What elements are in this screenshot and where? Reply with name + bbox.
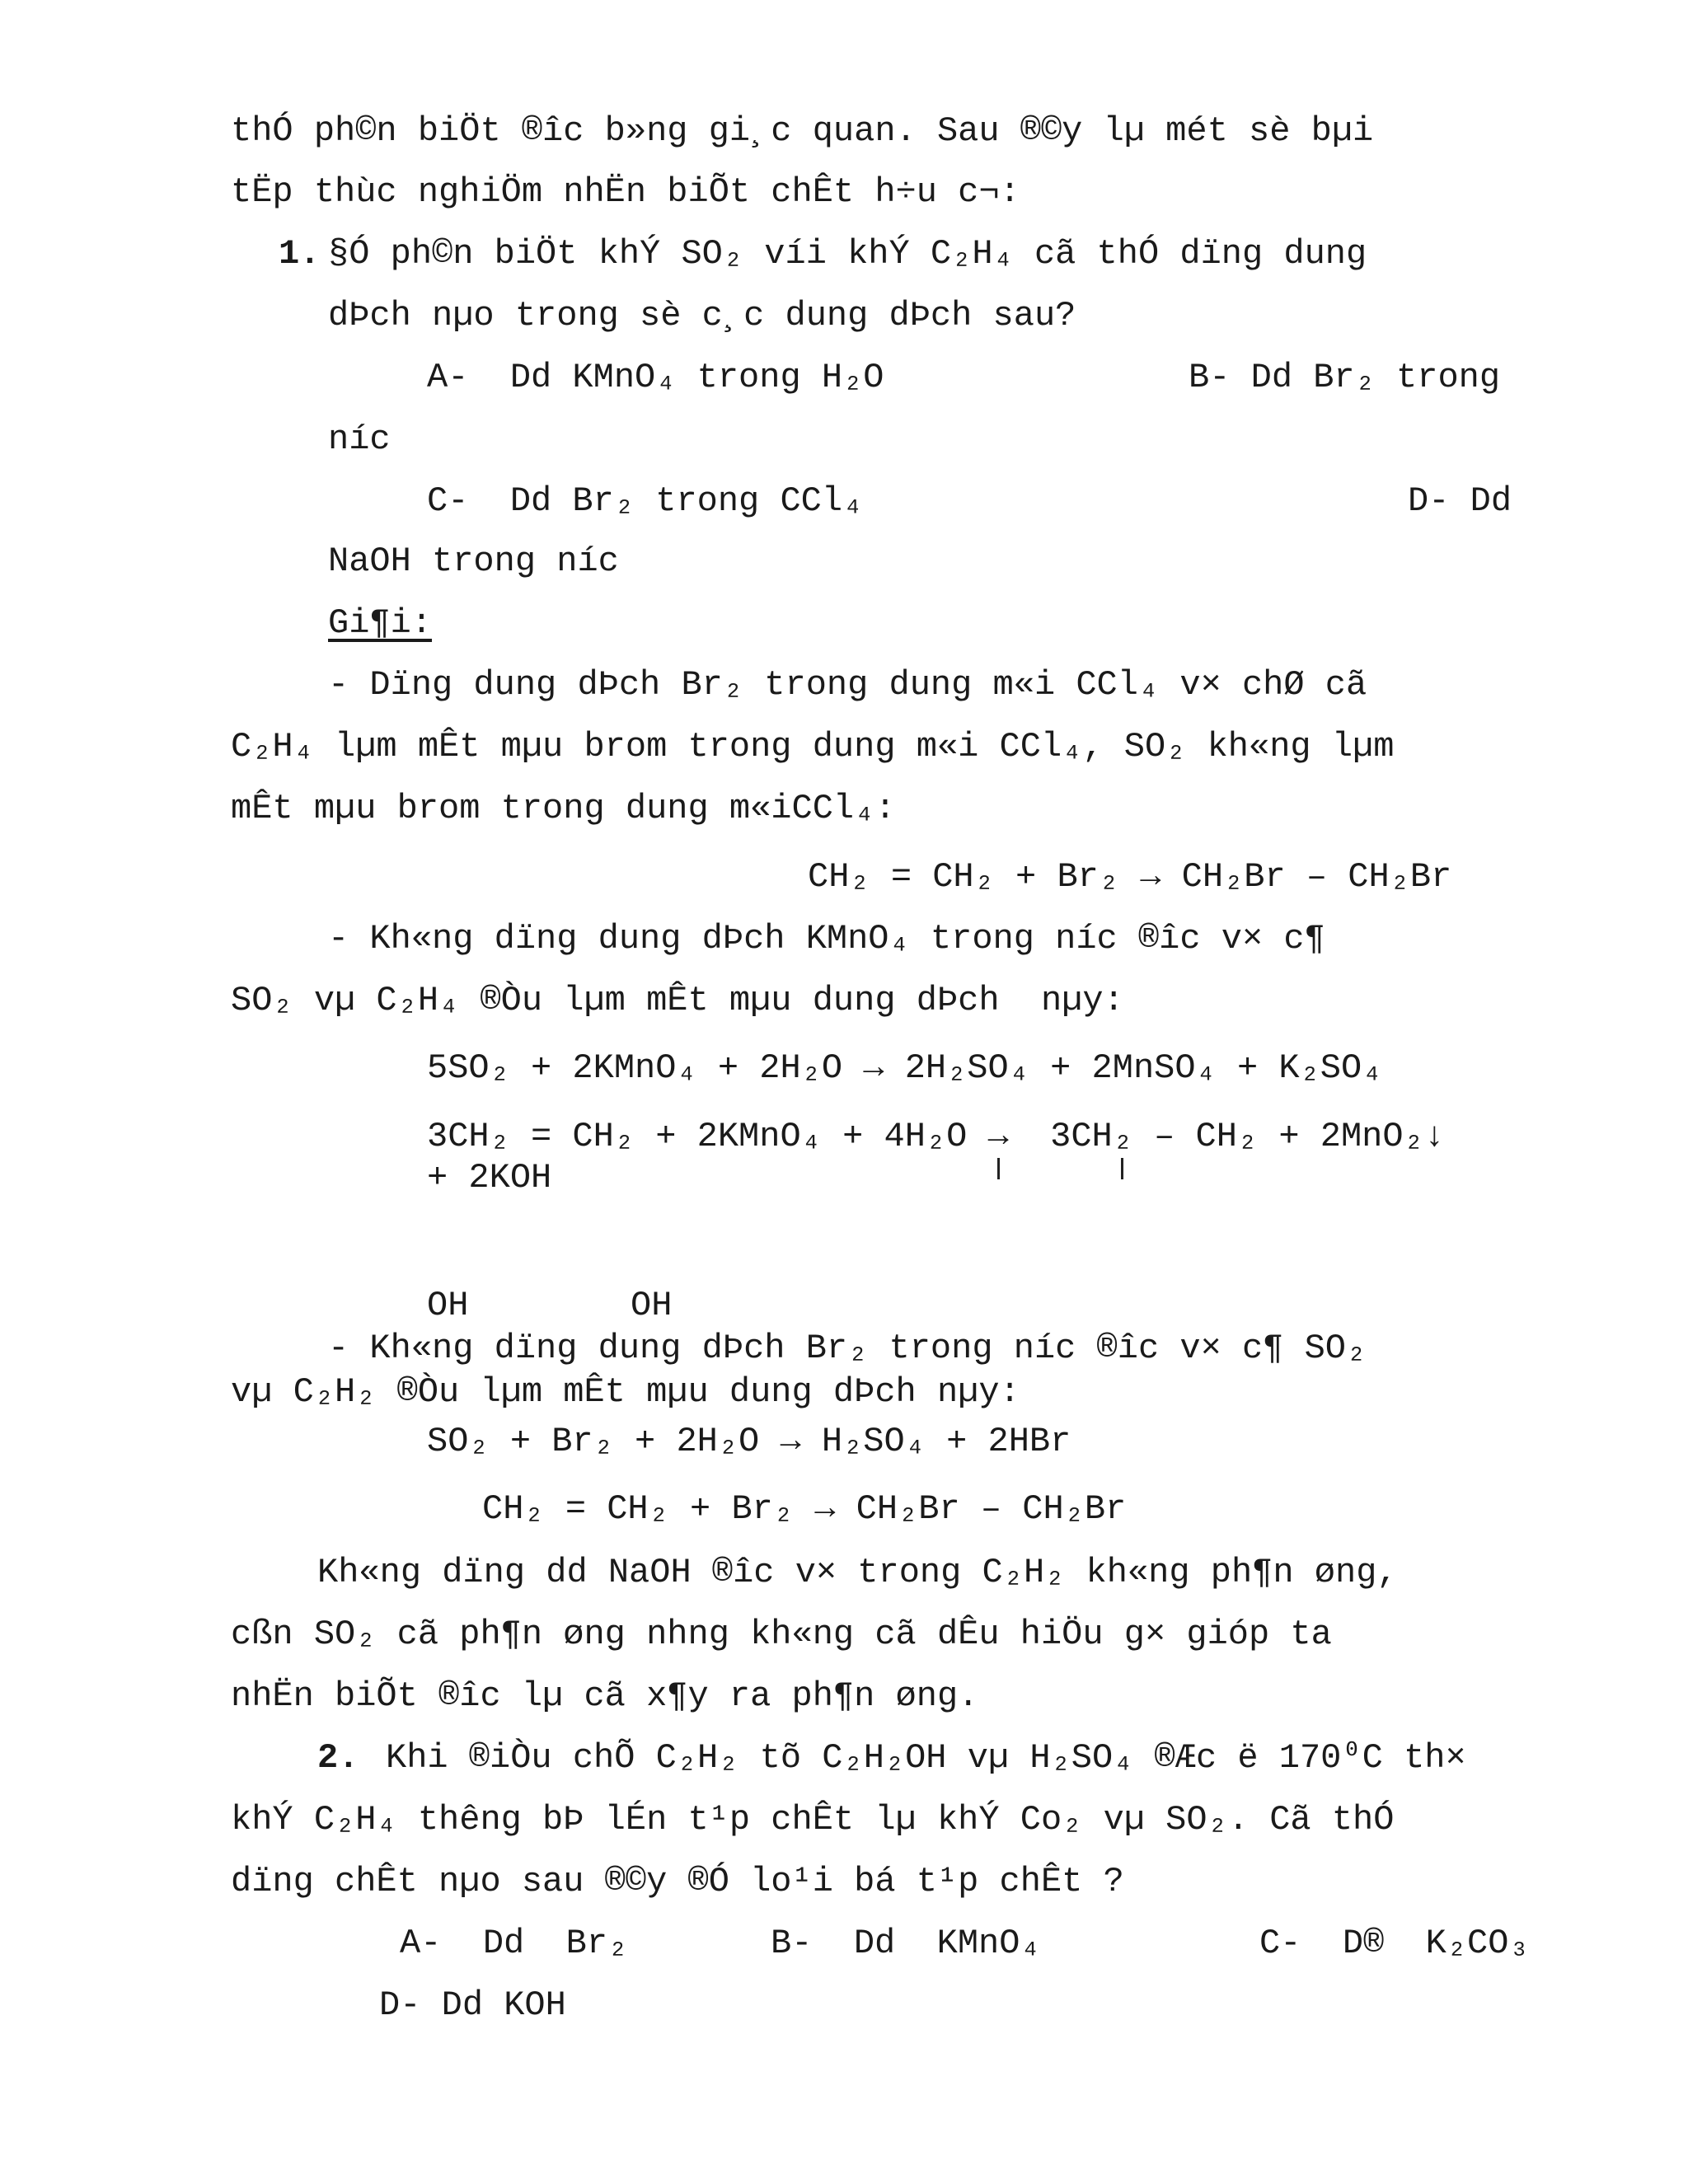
equation: SO₂ + Br₂ + 2H₂O → H₂SO₄ + 2HBr xyxy=(427,1422,1071,1461)
solution-text: - Kh«ng dïng dung dÞch KMnO₄ trong níc ®îc v× c¶ xyxy=(328,919,1325,958)
solution-text: mÊt mµu brom trong dung m«iCCl₄: xyxy=(231,789,896,828)
paragraph-line: tËp thùc nghiÖm nhËn biÕt chÊt h÷u c¬: xyxy=(231,172,1020,212)
answer-option-d: D- Dd xyxy=(1408,481,1512,521)
text-line: thÓ ph©n biÖt ®îc b»ng gi¸c quan. Sau ®©y lµ mét sè bµi xyxy=(231,111,1374,151)
question-text: dÞch nµo trong sè c¸c dung dÞch sau? xyxy=(328,296,1076,335)
solution-text: vµ C₂H₂ ®Òu lµm mÊt mµu dung dÞch nµy: xyxy=(231,1372,1020,1412)
equation: 3CH₂ = CH₂ + 2KMnO₄ + 4H₂O → 3CH₂ – CH₂ + 2MnO₂↓ xyxy=(427,1117,1446,1156)
equation: CH₂ = CH₂ + Br₂ → CH₂Br – CH₂Br xyxy=(482,1489,1127,1529)
question-text: dïng chÊt nµo sau ®©y ®Ó lo¹i bá t¹p chÊt ? xyxy=(231,1862,1124,1901)
answer-option-d-cont: NaOH trong níc xyxy=(328,541,619,581)
substituent-label: OH xyxy=(427,1286,469,1325)
bond-line xyxy=(1121,1158,1123,1179)
solution-text: nhËn biÕt ®îc lµ cã x¶y ra ph¶n øng. xyxy=(231,1676,979,1716)
equation: CH₂ = CH₂ + Br₂ → CH₂Br – CH₂Br xyxy=(808,857,1452,897)
answer-option-d: D- Dd KOH xyxy=(379,1985,566,2025)
answer-option-b: B- Dd Br₂ trong xyxy=(1189,358,1501,397)
question-text: khÝ C₂H₄ thêng bÞ lÉn t¹p chÊt lµ khÝ Co₂ vµ SO₂. Cã thÓ xyxy=(231,1800,1395,1840)
answer-option-a: A- Dd Br₂ xyxy=(400,1924,629,1963)
question-text: Khi ®iÒu chÕ C₂H₂ tõ C₂H₂OH vµ H₂SO₄ ®Æc ë 170⁰C th× xyxy=(386,1738,1466,1778)
answer-option-a: A- Dd KMnO₄ trong H₂O xyxy=(427,358,884,397)
solution-text: C₂H₄ lµm mÊt mµu brom trong dung m«i CCl₄, SO₂ kh«ng lµm xyxy=(231,727,1395,766)
bond-line xyxy=(997,1158,1000,1179)
equation: 5SO₂ + 2KMnO₄ + 2H₂O → 2H₂SO₄ + 2MnSO₄ + K₂SO₄ xyxy=(427,1048,1383,1088)
substituent-label: OH xyxy=(631,1286,673,1325)
answer-option-b-cont: níc xyxy=(328,419,391,459)
paragraph-line xyxy=(231,111,1523,151)
solution-text: Kh«ng dïng dd NaOH ®îc v× trong C₂H₂ kh«ng ph¶n øng, xyxy=(317,1553,1398,1592)
solution-text: SO₂ vµ C₂H₄ ®Òu lµm mÊt mµu dung dÞch nµy: xyxy=(231,981,1124,1020)
answer-option-c: C- D® K₂CO₃ xyxy=(1259,1924,1530,1963)
question-number: 2. xyxy=(317,1738,359,1778)
answer-option-b: B- Dd KMnO₄ xyxy=(771,1924,1041,1963)
equation-cont: + 2KOH xyxy=(427,1158,552,1197)
solution-heading: Gi¶i: xyxy=(328,603,433,643)
solution-text: cßn SO₂ cã ph¶n øng nhng kh«ng cã dÊu hiÖu g× gióp ta xyxy=(231,1615,1332,1654)
solution-text: - Dïng dung dÞch Br₂ trong dung m«i CCl₄ v× chØ cã xyxy=(328,665,1367,705)
question-number: 1. xyxy=(279,234,321,274)
question-text: §Ó ph©n biÖt khÝ SO₂ víi khÝ C₂H₄ cã thÓ dïng dung xyxy=(328,234,1367,274)
solution-text: - Kh«ng dïng dung dÞch Br₂ trong níc ®îc v× c¶ SO₂ xyxy=(328,1329,1367,1368)
answer-option-c: C- Dd Br₂ trong CCl₄ xyxy=(427,481,864,521)
